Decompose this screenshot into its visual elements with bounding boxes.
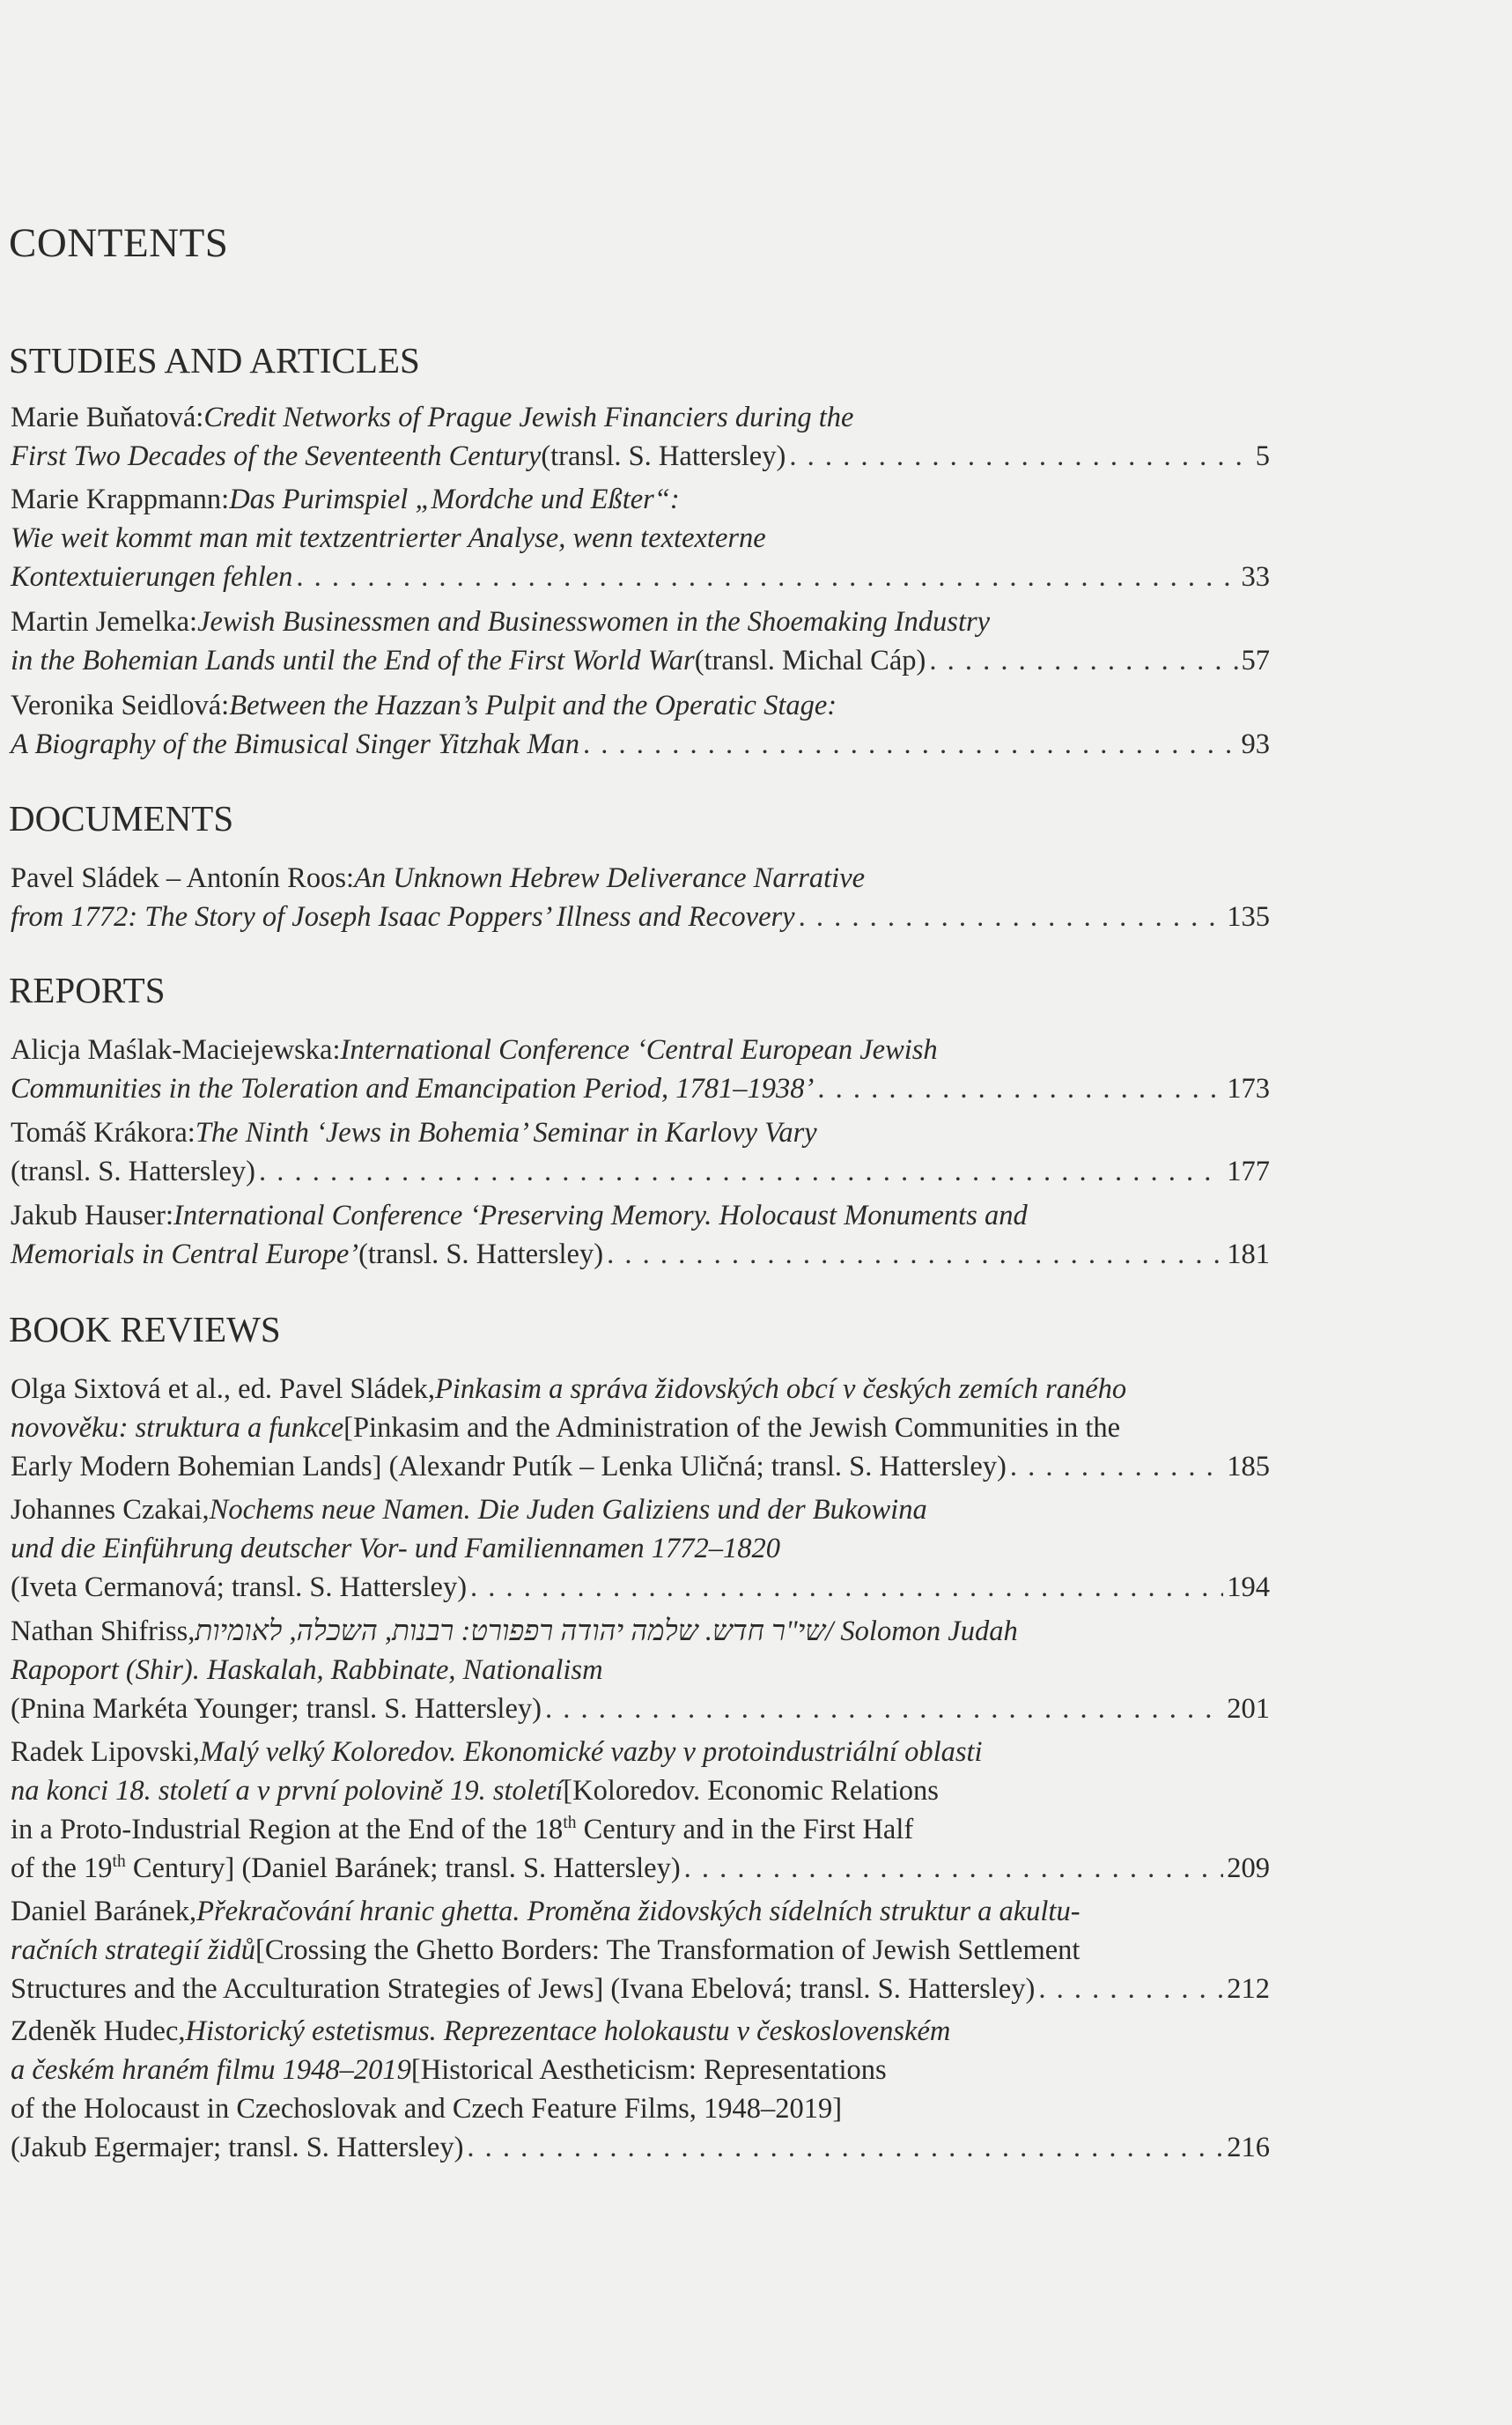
page-number: 209: [1227, 1852, 1270, 1884]
leader-dots: [1010, 1447, 1223, 1486]
toc-entry-maslak[interactable]: Alicja Maślak-Maciejewska: International Conference ‘Central European Jewish Communities in the Toleration and Emancipation Period, 1781–1938’ . . . 173: [11, 1031, 1270, 1108]
leader-dots: [929, 641, 1237, 680]
toc-entry-lipovski[interactable]: Radek Lipovski, Malý velký Koloredov. Ekonomické vazby v protoindustriální oblasti na konci 18. století a v první polovině 19. století [Koloredov. Economic Relations in a Proto-Industrial Region at the End of the 18th Century and in the First Half of the 19th Century] (Daniel Baránek; transl. S. Hattersley) . . . 209: [11, 1733, 1270, 1888]
page-title: CONTENTS: [9, 220, 229, 266]
leader-dots: [817, 1069, 1223, 1108]
section-heading-reports: REPORTS: [9, 970, 166, 1010]
toc-entry-krappmann[interactable]: Marie Krappmann: Das Purimspiel „Mordche und Eßter“: Wie weit kommt man mit textzentrierter Analyse, wenn textexterne Kontextuierungen fehlen . . . 33: [11, 480, 1270, 596]
leader-dots: [470, 1568, 1223, 1607]
leader-dots: [1038, 1970, 1223, 2008]
page-number: 177: [1227, 1156, 1270, 1187]
page-number: 212: [1227, 1973, 1270, 2005]
leader-dots: [684, 1849, 1224, 1888]
toc-entry-sladek-roos[interactable]: Pavel Sládek – Antonín Roos: An Unknown Hebrew Deliverance Narrative from 1772: The Story of Joseph Isaac Poppers’ Illness and Recovery . . . 135: [11, 859, 1270, 936]
leader-dots: [545, 1689, 1223, 1728]
toc-entry-czakai[interactable]: Johannes Czakai, Nochems neue Namen. Die Juden Galiziens und der Bukowina und die Einführung deutscher Vor- und Familiennamen 1772–1820 (Iveta Cermanová; transl. S. Hattersley) . . . 194: [11, 1490, 1270, 1607]
section-heading-studies: STUDIES AND ARTICLES: [9, 340, 420, 381]
toc-entry-seidlova[interactable]: Veronika Seidlová: Between the Hazzan’s Pulpit and the Operatic Stage: A Biography of the Bimusical Singer Yitzhak Man . . . 93: [11, 686, 1270, 764]
toc-entry-shifriss[interactable]: Nathan Shifriss, שי"ר חדש. שלמה יהודה רפפורט: רבנות, השכלה, לאומיות / Solomon Judah Rapoport (Shir). Haskalah, Rabbinate, Nationalism (Pnina Markéta Younger; transl. S. Hattersley) . . . 201: [11, 1612, 1270, 1728]
page-number: 173: [1227, 1073, 1270, 1105]
page-number: 181: [1227, 1238, 1270, 1270]
leader-dots: [467, 2128, 1223, 2167]
hebrew-title: שי"ר חדש. שלמה יהודה רפפורט: רבנות, השכלה, לאומיות: [195, 1615, 826, 1647]
leader-dots: [296, 558, 1237, 596]
toc-entry-jemelka[interactable]: Martin Jemelka: Jewish Businessmen and Businesswomen in the Shoemaking Industry in the Bohemian Lands until the End of the First World War (transl. Michal Cáp) . . . 57: [11, 603, 1270, 680]
page-number: 201: [1227, 1693, 1270, 1725]
toc-entry-hudec[interactable]: Zdeněk Hudec, Historický estetismus. Reprezentace holokaustu v československém a českém hraném filmu 1948–2019 [Historical Aestheticism: Representations of the Holocaust in Czechoslovak and Czech Feature Films, 1948–2019] (Jakub Egermajer; transl. S. Hattersley) . . . 216: [11, 2012, 1270, 2167]
page-number: 93: [1241, 728, 1270, 760]
toc-entry-bunatova[interactable]: Marie Buňatová: Credit Networks of Prague Jewish Financiers during the First Two Decades of the Seventeenth Century (transl. S. Hattersley) . . . 5: [11, 398, 1270, 476]
page-number: 185: [1227, 1451, 1270, 1482]
toc-entry-baranek[interactable]: Daniel Baránek, Překračování hranic ghetta. Proměna židovských sídelních struktur a akultu- račních strategií židů [Crossing the Ghetto Borders: The Transformation of Jewish Settlement Structures and the Acculturation Strategies of Jews] (Ivana Ebelová; transl. S. Hattersley) . . . 212: [11, 1892, 1270, 2008]
page-number: 135: [1227, 901, 1270, 933]
section-heading-documents: DOCUMENTS: [9, 798, 234, 839]
page-number: 194: [1227, 1571, 1270, 1603]
toc-entry-sixtova[interactable]: Olga Sixtová et al., ed. Pavel Sládek, Pinkasim a správa židovských obcí v českých zemích raného novověku: struktura a funkce [Pinkasim and the Administration of the Jewish Communities in the Early Modern Bohemian Lands] (Alexandr Putík – Lenka Uličná; transl. S. Hattersley) . . . 185: [11, 1370, 1270, 1486]
leader-dots: [583, 725, 1237, 764]
page-number: 57: [1241, 645, 1270, 676]
leader-dots: [789, 437, 1251, 476]
toc-entry-krakora[interactable]: Tomáš Krákora: The Ninth ‘Jews in Bohemia’ Seminar in Karlovy Vary (transl. S. Hattersley) . . . 177: [11, 1113, 1270, 1191]
leader-dots: [799, 898, 1224, 936]
page-number: 216: [1227, 2132, 1270, 2163]
page-number: 5: [1255, 440, 1270, 472]
toc-entry-hauser[interactable]: Jakub Hauser: International Conference ‘Preserving Memory. Holocaust Monuments and Memorials in Central Europe’ (transl. S. Hattersley) . . . 181: [11, 1196, 1270, 1274]
leader-dots: [259, 1152, 1223, 1191]
section-heading-reviews: BOOK REVIEWS: [9, 1309, 281, 1349]
leader-dots: [607, 1235, 1223, 1274]
page-number: 33: [1241, 561, 1270, 593]
